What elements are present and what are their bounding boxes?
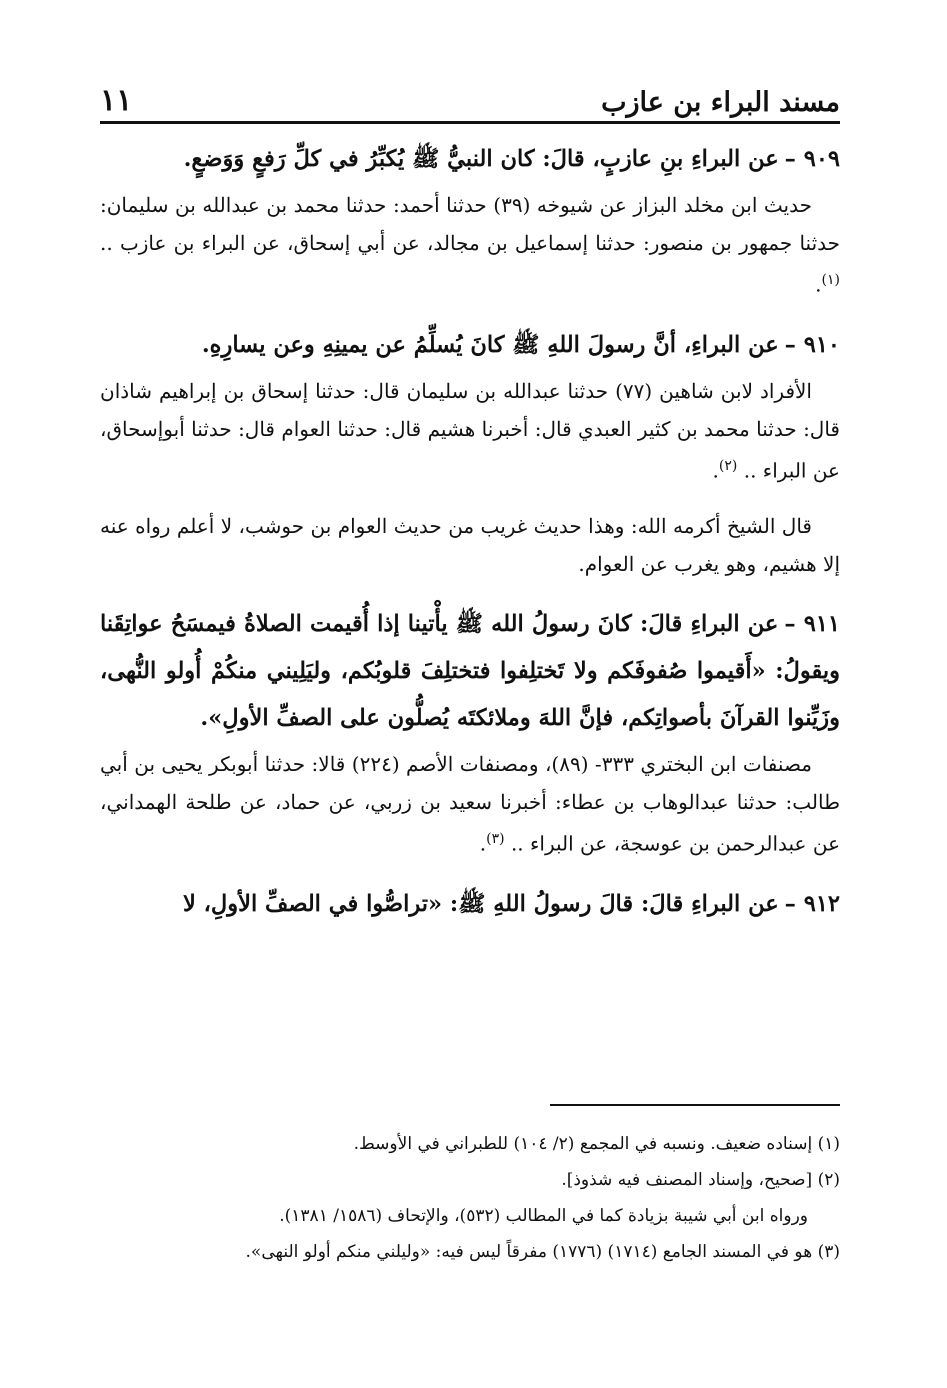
takhrij-910: الأفراد لابن شاهين (٧٧) حدثنا عبدالله بن سليمان قال: حدثنا إسحاق بن إبراهيم شاذان قال: حدثنا محمد بن كثير العبدي قال: أخبرنا هشيم قال: حدثنا العوام قال: حدثنا أبوإسحاق، عن البراء .. $^{(٢)}$. <box>100 379 840 483</box>
hadith-911 <box>100 601 840 742</box>
takhrij-text: مصنفات ابن البختري ٣٣٣- (٨٩)، ومصنفات الأصم (٢٢٤) قالا: حدثنا أبوبكر يحيى بن أبي طالب: حدثنا عبدالوهاب بن عطاء: أخبرنا سعيد بن زربي، عن حماد، عن طلحة الهمداني، عن عبدالرحمن بن عوسجة، عن البراء .. <box>100 752 840 856</box>
footnote-2: (٢) [صحيح، وإسناد المصنف فيه شذوذ]. <box>561 1170 840 1190</box>
hadith-number: ٩٠٩ – <box>784 146 840 172</box>
takhrij-text: الأفراد لابن شاهين (٧٧) حدثنا عبدالله بن سليمان قال: حدثنا إسحاق بن إبراهيم شاذان قال: حدثنا محمد بن كثير العبدي قال: أخبرنا هشيم قال: حدثنا العوام قال: حدثنا أبوإسحاق، عن البراء .. <box>100 379 840 483</box>
hadith-number: ٩١٢ – <box>784 891 840 918</box>
footnote-ref: (٣) <box>486 831 505 848</box>
hadith-text: عن البراءِ، أنَّ رسولَ اللهِ ﷺ كانَ يُسلِّمُ عن يمينِهِ وعن يسارِهِ. <box>201 332 779 359</box>
footnotes <box>100 1126 840 1270</box>
footnote-2-continuation: ورواه ابن أبي شيبة بزيادة كما في المطالب (٥٣٢)، والإتحاف (١٥٨٦/ ١٣٨١). <box>279 1206 808 1226</box>
hadith-text: عن البراءِ بنِ عازبٍ، قالَ: كان النبيُّ ﷺ يُكبِّرُ في كلِّ رَفعٍ وَوَضعٍ. <box>183 146 779 172</box>
footnote-ref: (٢) <box>718 458 738 475</box>
footnote-ref: (١) <box>821 272 840 288</box>
running-title: مسند البراء بن عازب <box>601 87 840 118</box>
footnote-rule <box>550 1104 840 1106</box>
footnote-1: (١) إسناده ضعيف. ونسبه في المجمع (٢/ ١٠٤) للطبراني في الأوسط. <box>353 1134 840 1154</box>
running-head <box>100 72 840 116</box>
hadith-912 <box>100 881 840 928</box>
header-rule <box>100 121 840 124</box>
hadith-number: ٩١٠ – <box>784 332 840 359</box>
page-body <box>100 136 840 932</box>
hadith-text: عن البراءِ قالَ: كانَ رسولُ الله ﷺ يأْتينا إذا أُقيمت الصلاةُ فيمسَحُ عواتِقَنا ويقولُ: «أَقيموا صُفوفَكم ولا تَختلِفوا فتختلِفَ قلوبُكم، وليَلِيني منكُمْ أُولو النُّهى، وزَيِّنوا القرآنَ بأصواتِكم، فإنَّ اللهَ وملائكتَه يُصلُّون على الصفِّ الأولِ». <box>100 611 840 732</box>
takhrij-911: مصنفات ابن البختري ٣٣٣- (٨٩)، ومصنفات الأصم (٢٢٤) قالا: حدثنا أبوبكر يحيى بن أبي طالب: حدثنا عبدالوهاب بن عطاء: أخبرنا سعيد بن زربي، عن حماد، عن طلحة الهمداني، عن عبدالرحمن بن عوسجة، عن البراء .. $^{(٣)}$. <box>100 752 840 856</box>
hadith-text: عن البراءِ قالَ: قالَ رسولُ اللهِ ﷺ: «تراصُّوا في الصفِّ الأولِ، لا <box>182 891 779 918</box>
footnote-3: (٣) هو في المسند الجامع (١٧١٤) (١٧٧٦) مفرقاً ليس فيه: «وليلني منكم أولو النهى». <box>245 1242 840 1262</box>
hadith-910 <box>100 322 840 369</box>
hadith-909 <box>100 136 840 183</box>
takhrij-909: حديث ابن مخلد البزاز عن شيوخه (٣٩) حدثنا أحمد: حدثنا محمد بن عبدالله بن سليمان: حدثنا جمهور بن منصور: حدثنا إسماعيل بن مجالد، عن أبي إسحاق، عن البراء بن عازب .. $^{(١)}$. <box>100 193 840 297</box>
sheikh-comment: قال الشيخ أكرمه الله: وهذا حديث غريب من حديث العوام بن حوشب، لا أعلم رواه عنه إلا هشيم، وهو يغرب عن العوام. <box>100 514 840 576</box>
page-number: ١١ <box>100 83 133 118</box>
hadith-number: ٩١١ – <box>784 611 840 638</box>
takhrij-text: حديث ابن مخلد البزاز عن شيوخه (٣٩) حدثنا أحمد: حدثنا محمد بن عبدالله بن سليمان: حدثنا جمهور بن منصور: حدثنا إسماعيل بن مجالد، عن أبي إسحاق، عن البراء بن عازب .. <box>100 193 840 255</box>
